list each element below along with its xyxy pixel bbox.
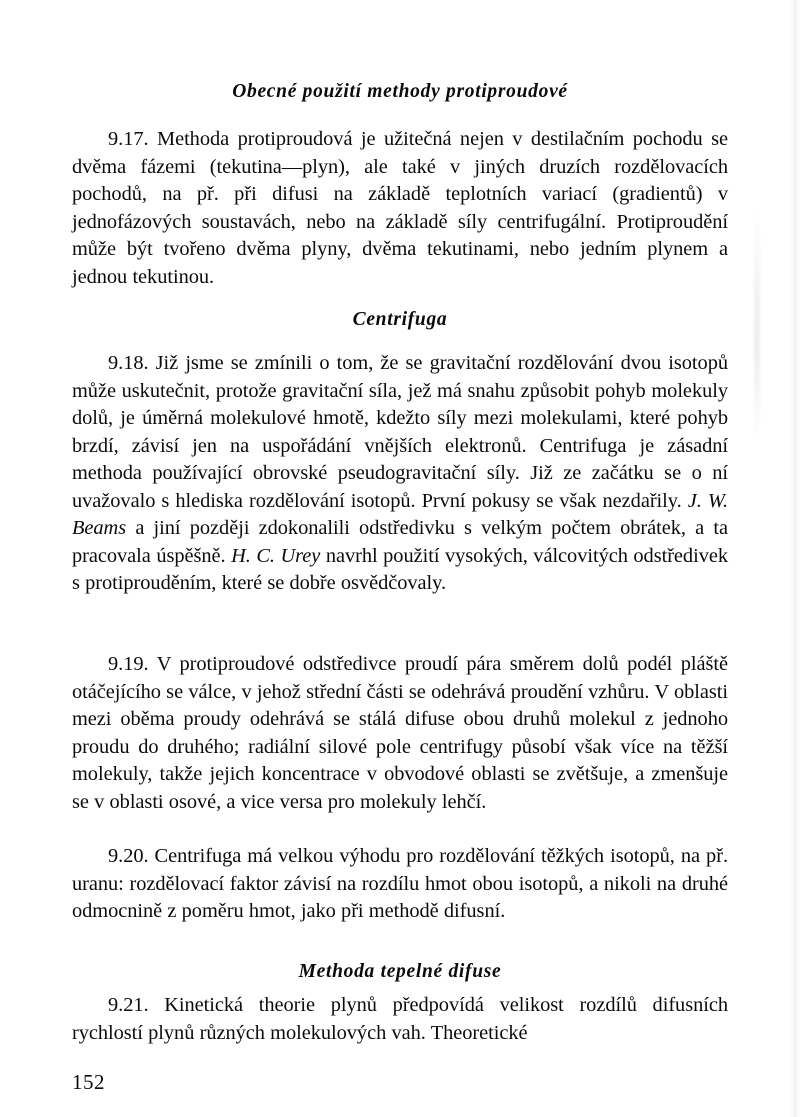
author-name-beams: J. W. Beams [72,489,728,539]
paragraph-9-18-part-b: a jiní později zdokonalili odstředivku s velkým počtem obrátek, a ta pracovala úspěšně. [72,517,728,567]
paragraph-9-21: 9.21. Kinetická theorie plynů předpovídá velikost rozdílů difusních rychlostí plynů různých molekulových vah. Theoretické [72,994,728,1044]
section-heading-main: Obecné použití methody protiproudové [232,81,568,102]
paragraph-9-19: 9.19. V protiproudové odstředivce proudí pára směrem dolů podél pláště otáčejícího se válce, v jehož střední části se odehrává proudění vzhůru. V oblasti mezi oběma proudy odehrává se stálá difuse obou druhů molekul z jednoho proudu do druhého; radiální silové pole centrifugy působí však více na těžší molekuly, takže jejich koncentrace v obvodové oblasti se zvětšuje, a zmenšuje se v oblasti osové, a vice versa pro molekuly lehčí. [72,653,728,813]
scan-smudge-artifact [754,210,760,440]
section-heading-centrifuga: Centrifuga [352,309,448,330]
paragraph-9-20: 9.20. Centrifuga má velkou výhodu pro rozdělování těžkých isotopů, na př. uranu: rozdělovací faktor závisí na rozdílu hmot obou isotopů, a nikoli na druhé odmocnině z poměru hmot, jako při methodě difusní. [72,845,728,922]
page-number: 152 [72,1070,105,1094]
author-name-urey: H. C. Urey [231,544,321,567]
paragraph-9-18-part-a: 9.18. Již jsme se zmínili o tom, že se gravitační rozdělování dvou isotopů může uskutečnit, protože gravitační síla, jež má snahu způsobit pohyb molekuly dolů, je úměrná molekulové hmotě, kdežto síly mezi molekulami, které pohyb brzdí, závisí jen na uspořádání vnějších elektronů. Centrifuga je zásadní methoda používající obrovské pseudogravitační síly. Již ze začátku se o ní uvažovalo s hlediska rozdělování isotopů. První pokusy se však nezdařily. [72,352,728,512]
paragraph-9-18-part-c: navrhl použití vysokých, válcovitých odstředivek s protiprouděním, které se dobře osvědčovaly. [72,544,728,594]
section-heading-methoda-tepelne-difuse: Methoda tepelné difuse [298,961,502,982]
paragraph-9-17: 9.17. Methoda protiproudová je užitečná nejen v destilačním pochodu se dvěma fázemi (tekutina—plyn), ale také v jiných druzích rozdělovacích pochodů, na př. při difusi na základě teplotních variací (gradientů) v jednofázových soustavách, nebo na základě síly centrifugální. Protiproudění může být tvořeno dvěma plyny, dvěma tekutinami, nebo jedním plynem a jednou tekutinou. [72,128,728,288]
scan-edge-artifact [788,0,800,1117]
paragraph-9-18 [72,350,728,598]
